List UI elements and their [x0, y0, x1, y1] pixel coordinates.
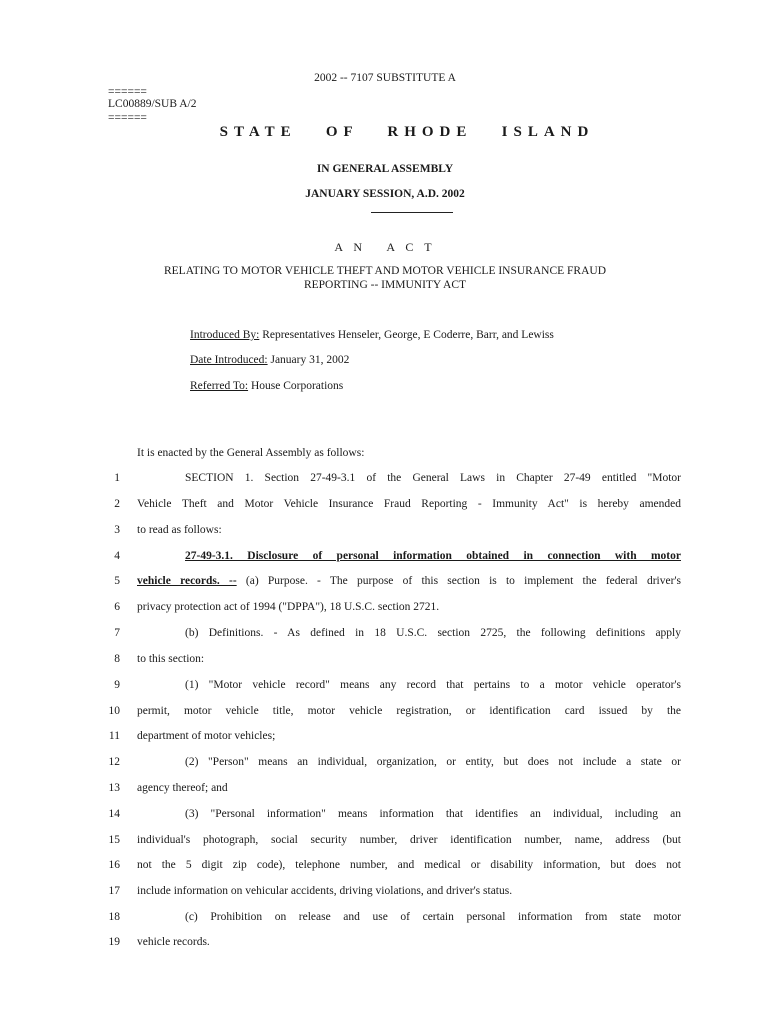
line-number: 4 [114, 550, 120, 562]
assembly-title: IN GENERAL ASSEMBLY [316, 163, 454, 175]
text-line-rest: (a) Purpose. - The purpose of this section is to implement the federal driver's [236, 575, 681, 587]
rule-bottom: ====== [108, 112, 147, 124]
text-line: (b) Definitions. - As defined in 18 U.S.C. section 2725, the following definitions apply [185, 627, 681, 639]
line-number: 16 [108, 859, 120, 871]
title-divider [371, 212, 453, 213]
lc-code: LC00889/SUB A/2 [108, 98, 197, 110]
introduced-by-label: Introduced By: [190, 329, 260, 341]
enacting-clause: It is enacted by the General Assembly as follows: [137, 447, 365, 459]
line-number: 2 [114, 498, 120, 510]
line-number: 18 [108, 911, 120, 923]
act-subject-line-2: REPORTING -- IMMUNITY ACT [303, 279, 467, 291]
line-number: 9 [114, 679, 120, 691]
text-line: SECTION 1. Section 27-49-3.1 of the General Laws in Chapter 27-49 entitled "Motor [185, 472, 681, 484]
line-number: 15 [108, 834, 120, 846]
text-line: agency thereof; and [137, 782, 228, 794]
line-number: 3 [114, 524, 120, 536]
line-number: 12 [108, 756, 120, 768]
line-number: 19 [108, 936, 120, 948]
introduced-by-value: Representatives Henseler, George, E Coderre, Barr, and Lewiss [259, 329, 554, 341]
line-number: 7 [114, 627, 120, 639]
text-line: department of motor vehicles; [137, 730, 276, 742]
act-heading: A N A C T [334, 240, 436, 254]
act-subject-line-1: RELATING TO MOTOR VEHICLE THEFT AND MOTOR VEHICLE INSURANCE FRAUD [163, 265, 607, 277]
text-line: not the 5 digit zip code), telephone number, and medical or disability information, but does not [137, 859, 681, 871]
date-introduced-label: Date Introduced: [190, 354, 268, 366]
text-line: privacy protection act of 1994 ("DPPA"), 18 U.S.C. section 2721. [137, 601, 440, 613]
text-line: (c) Prohibition on release and use of certain personal information from state motor [185, 911, 681, 923]
text-line: vehicle records. [137, 936, 210, 948]
referred-to-value: House Corporations [248, 380, 344, 392]
date-introduced [190, 354, 349, 366]
line-number: 14 [108, 808, 120, 820]
text-line: to this section: [137, 653, 205, 665]
line-number: 6 [114, 601, 120, 613]
date-introduced-value: January 31, 2002 [267, 354, 350, 366]
referred-to-label: Referred To: [190, 380, 249, 392]
text-line: Vehicle Theft and Motor Vehicle Insurance Fraud Reporting - Immunity Act" is hereby amended [137, 498, 681, 510]
section-heading-tail: vehicle records. -- [137, 575, 237, 587]
text-line: (1) "Motor vehicle record" means any record that pertains to a motor vehicle operator's [185, 679, 681, 691]
line-number: 8 [114, 653, 120, 665]
text-line: (2) "Person" means an individual, organization, or entity, but does not include a state or [185, 756, 681, 768]
line-number: 11 [108, 730, 120, 742]
rule-top: ====== [108, 86, 147, 98]
state-title: STATE OF RHODE ISLAND [219, 124, 595, 140]
text-line: permit, motor vehicle title, motor vehicle registration, or identification card issued by the [137, 705, 681, 717]
text-line [137, 575, 681, 587]
section-heading: 27-49-3.1. Disclosure of personal information obtained in connection with motor [185, 550, 681, 562]
line-number: 5 [114, 575, 120, 587]
line-number: 10 [108, 705, 120, 717]
text-line: individual's photograph, social security number, driver identification number, name, address (but [137, 834, 681, 846]
introduced-by [190, 329, 554, 341]
session-title: JANUARY SESSION, A.D. 2002 [305, 188, 465, 200]
text-line: include information on vehicular accidents, driving violations, and driver's status. [137, 885, 513, 897]
bill-number: 2002 -- 7107 SUBSTITUTE A [314, 72, 456, 84]
text-line: to read as follows: [137, 524, 222, 536]
line-number: 17 [108, 885, 120, 897]
line-number: 1 [114, 472, 120, 484]
text-line: (3) "Personal information" means information that identifies an individual, including an [185, 808, 681, 820]
referred-to [190, 380, 343, 392]
line-number: 13 [108, 782, 120, 794]
